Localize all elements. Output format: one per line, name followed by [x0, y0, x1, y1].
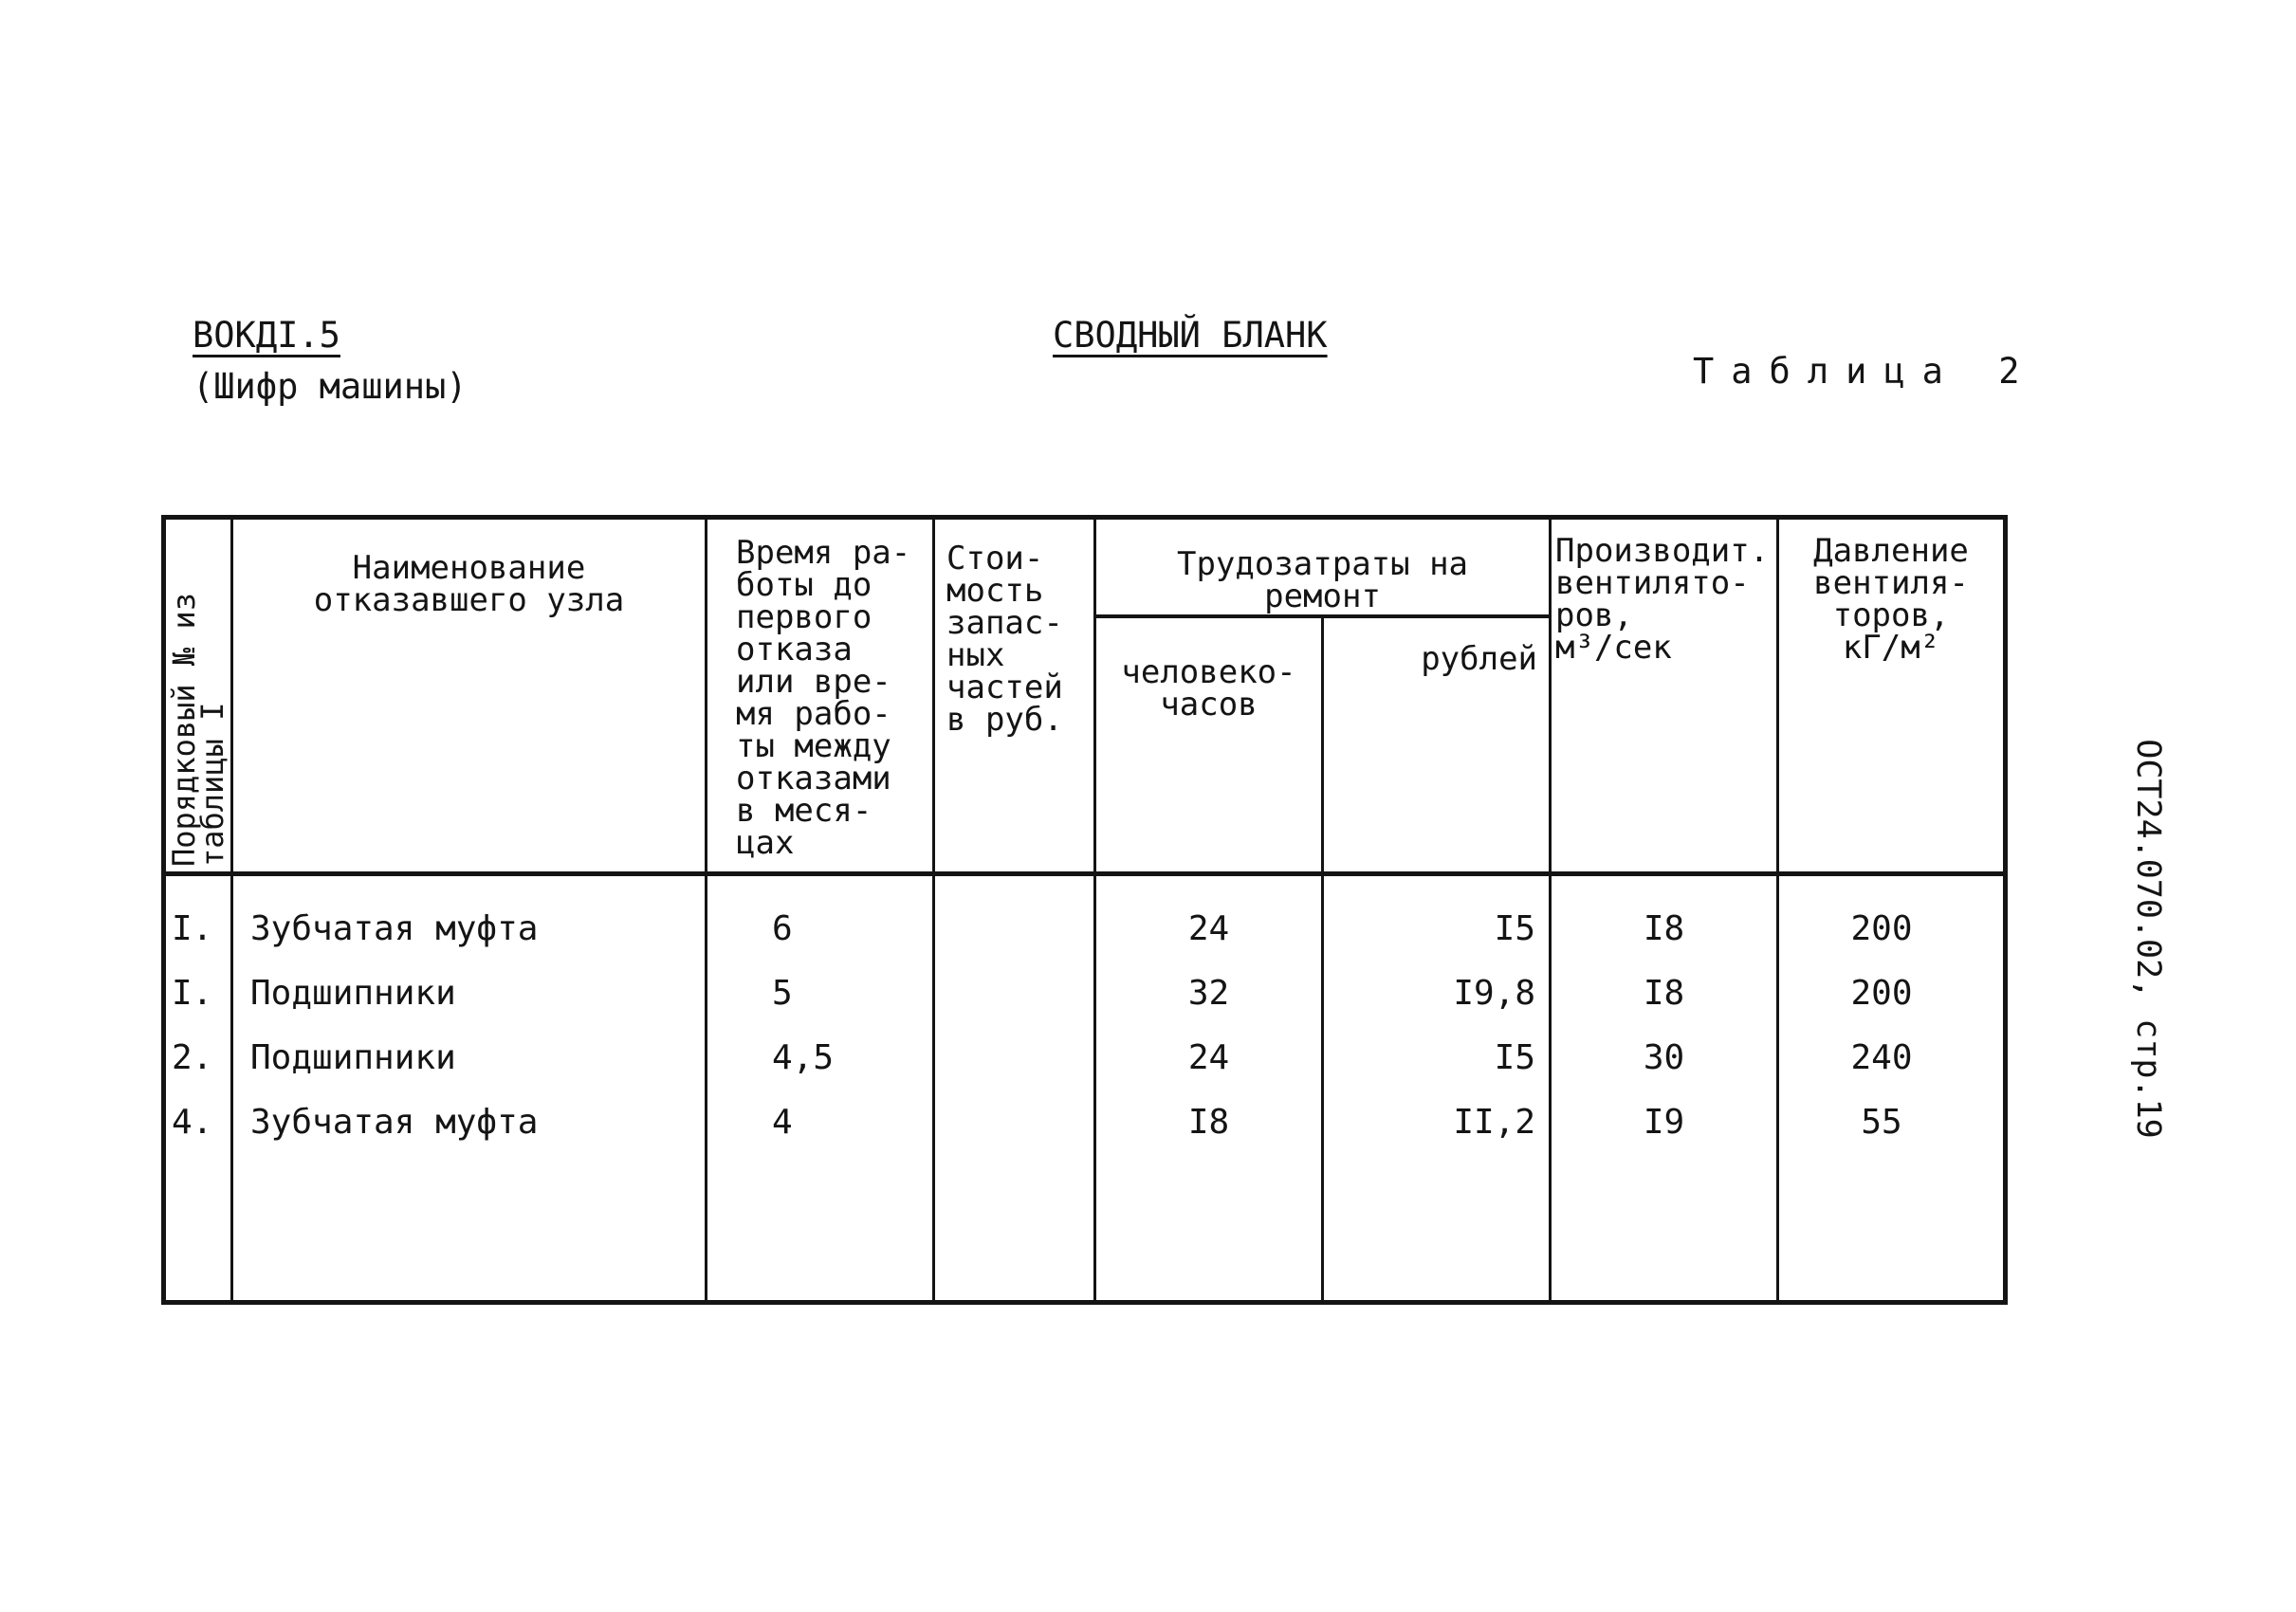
row-1-pressure: 200 [1850, 909, 1913, 948]
rows-cost-column [934, 874, 1095, 1303]
row-3-cost [935, 1026, 1093, 1090]
document-title: СВОДНЫЙ БЛАНК [1053, 315, 1328, 356]
rows-name-column [232, 874, 707, 1303]
row-3-pressure: 240 [1850, 1038, 1913, 1077]
row-3-rub: I5 [1494, 1038, 1536, 1077]
col-time-label: Время ра- боты до первого отказа или вре- мя рабо- ты между отказами в меся- цах [736, 534, 911, 862]
col-number-label: Порядковый № из таблицы I [166, 592, 230, 867]
row-1-number: I. [172, 909, 213, 948]
col-name-header [232, 518, 707, 874]
col-name-label: Наименование отказавшего узла [313, 549, 625, 619]
rows-time-column [707, 874, 934, 1303]
row-2-hours: 32 [1187, 974, 1230, 1013]
rows-hours-column [1095, 874, 1323, 1303]
col-flow-label: Производит. вентилято- ров, м³/сек [1555, 532, 1770, 667]
col-labor-group-header [1095, 518, 1551, 616]
row-4-pressure: 55 [1861, 1103, 1902, 1142]
row-1-time: 6 [772, 909, 793, 948]
summary-table [161, 515, 2008, 1305]
row-4-flow: I9 [1643, 1103, 1685, 1142]
col-number-header [164, 518, 232, 874]
row-3-time: 4,5 [772, 1038, 835, 1077]
row-4-time: 4 [772, 1103, 793, 1142]
rows-flow-column [1551, 874, 1778, 1303]
row-3-name: Подшипники [250, 1038, 456, 1077]
col-labor-rub-label: рублей [1421, 639, 1538, 678]
row-1-hours: 24 [1187, 909, 1230, 948]
col-time-header [707, 518, 934, 874]
col-pressure-header [1778, 518, 2006, 874]
rows-pressure-column [1778, 874, 2006, 1303]
row-3-number: 2. [172, 1038, 213, 1077]
row-4-rub: II,2 [1453, 1103, 1536, 1142]
col-cost-label: Стои- мость запас- ных частей в руб. [946, 540, 1063, 739]
row-3-hours: 24 [1187, 1038, 1230, 1077]
row-2-rub: I9,8 [1453, 974, 1536, 1013]
col-flow-header [1551, 518, 1778, 874]
machine-code-caption: (Шифр машины) [193, 366, 468, 407]
row-4-hours: I8 [1187, 1103, 1230, 1142]
machine-code: ВОКДI.5 [193, 315, 340, 356]
rows-number-column [164, 874, 232, 1303]
col-labor-hours-header [1095, 616, 1323, 874]
row-1-flow: I8 [1643, 909, 1685, 948]
row-4-number: 4. [172, 1103, 213, 1142]
col-labor-group-label: Трудозатраты на ремонт [1176, 545, 1469, 615]
table-label: Таблица 2 [1693, 351, 2037, 392]
row-4-name: Зубчатая муфта [250, 1103, 539, 1142]
row-1-name: Зубчатая муфта [250, 909, 539, 948]
col-pressure-label: Давление вентиля- торов, кГ/м² [1813, 532, 1969, 667]
col-labor-hours-label: человеко- часов [1121, 652, 1296, 724]
row-2-name: Подшипники [250, 974, 456, 1013]
row-3-flow: 30 [1643, 1038, 1685, 1077]
row-4-cost [935, 1090, 1093, 1155]
rows-rub-column [1323, 874, 1551, 1303]
row-2-flow: I8 [1643, 974, 1685, 1013]
row-2-time: 5 [772, 974, 793, 1013]
col-cost-header [934, 518, 1095, 874]
row-2-cost [935, 962, 1093, 1026]
row-2-number: I. [172, 974, 213, 1013]
col-labor-rub-header [1323, 616, 1551, 874]
row-1-rub: I5 [1494, 909, 1536, 948]
row-1-cost [935, 897, 1093, 962]
document-reference: ОСТ24.070.02, стр.19 [2129, 739, 2167, 1139]
row-2-pressure: 200 [1850, 974, 1913, 1013]
